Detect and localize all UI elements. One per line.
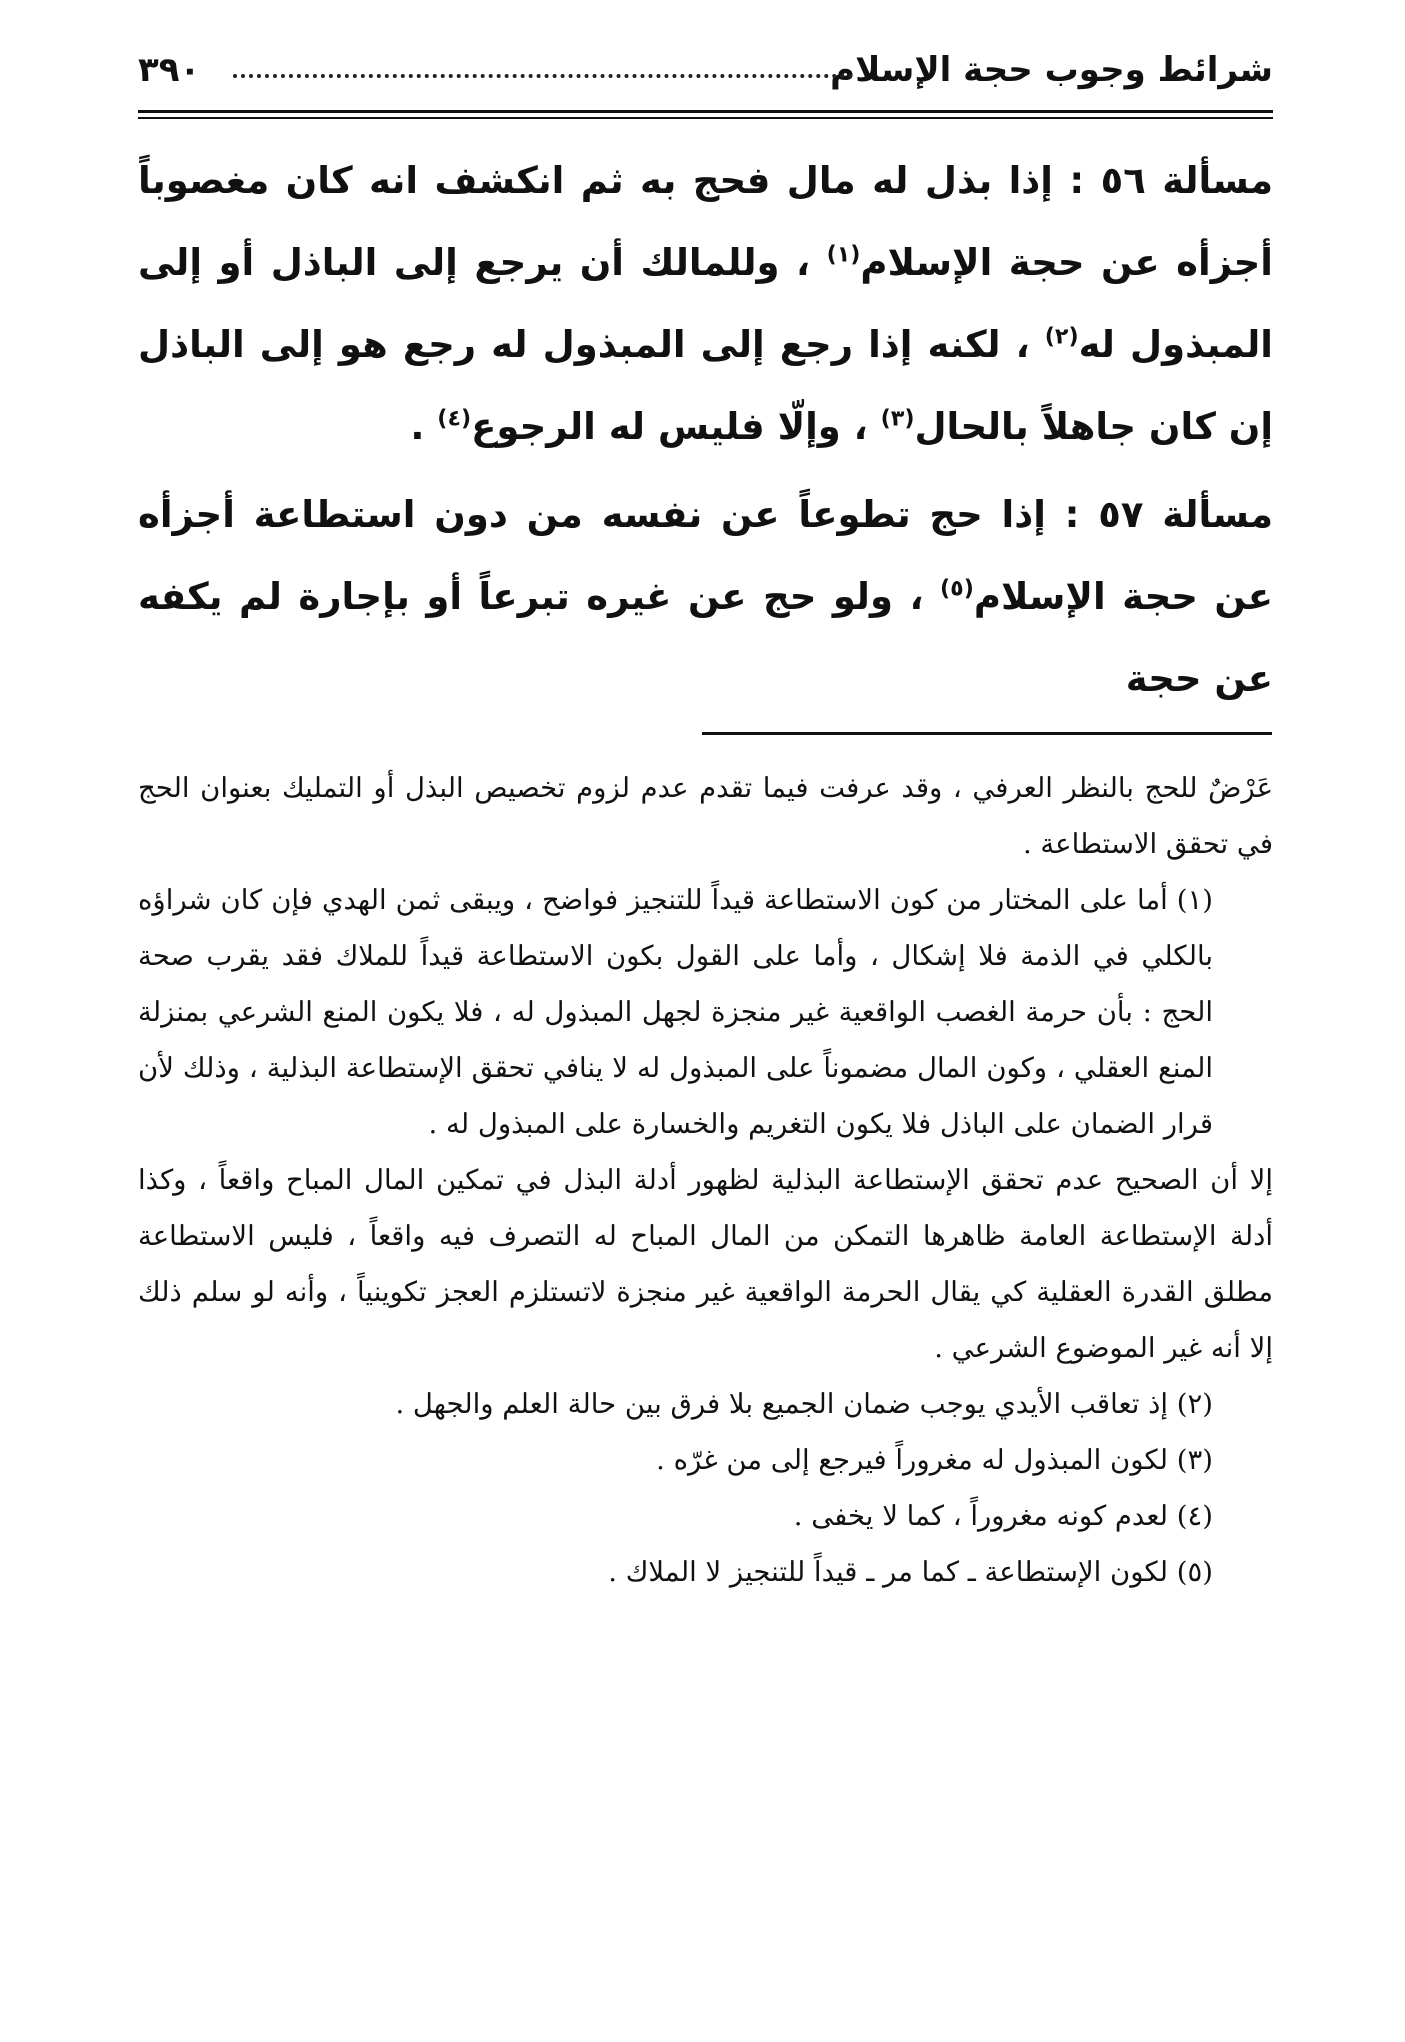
page-number: ٣٩٠: [138, 50, 201, 90]
footnote-ref-2: (٢): [1044, 323, 1079, 350]
footnote-3: (٣) لكون المبذول له مغروراً فيرجع إلى من غرّه .: [656, 1444, 1213, 1476]
footnote-1-continuation: إلا أن الصحيح عدم تحقق الإستطاعة البذلية لظهور أدلة البذل في تمكين المال المباح واقعاً ، وكذا أدلة الإستطاعة العامة ظاهرها التمكن من المال المباح له التصرف فيه واقعاً ، فليس الاستطاعة مطلق القدرة العقلية كي يقال الحرمة الواقعية غير منجزة لاتستلزم العجز تكوينياً ، وأنه لو سلم ذلك إلا أنه غير الموضوع الشرعي .: [138, 1164, 1273, 1364]
masala-56-text-c: ، لكنه إذا رجع إلى المبذول له رجع هو إلى الباذل إن كان جاهلاً بالحال: [138, 323, 1273, 448]
footnote-5: (٥) لكون الإستطاعة ـ كما مر ـ قيداً للتنجيز لا الملاك .: [608, 1556, 1213, 1588]
footnote-continuation: عَرْضٌ للحج بالنظر العرفي ، وقد عرفت فيما تقدم عدم لزوم تخصيص البذل أو التمليك بعنوان الحج في تحقق الاستطاعة .: [138, 772, 1273, 860]
main-text: [138, 140, 1273, 726]
masala-56-text-a: مسألة ٥٦ : إذا بذل له مال فحج به ثم انكشف انه كان مغصوباً أجزأه عن حجة الإسلام: [138, 159, 1273, 284]
masala-56-text-d: ، وإلّا فليس له الرجوع: [471, 405, 881, 448]
footnote-ref-5: (٥): [940, 575, 974, 602]
footnote-ref-1: (١): [826, 241, 861, 268]
masala-56-text-e: .: [410, 405, 438, 448]
header-rule-thin: [138, 117, 1273, 119]
header-title: شرائط وجوب حجة الإسلام: [830, 50, 1273, 90]
footnote-separator: [702, 732, 1272, 735]
masala-57-text-a: مسألة ٥٧ : إذا حج تطوعاً عن نفسه من دون استطاعة أجزأه عن حجة الإسلام: [138, 493, 1274, 618]
footnote-ref-4: (٤): [437, 405, 472, 432]
footnote-2: (٢) إذ تعاقب الأيدي يوجب ضمان الجميع بلا فرق بين حالة العلم والجهل .: [395, 1388, 1213, 1420]
masala-56: [138, 140, 1273, 468]
masala-57: [138, 474, 1273, 720]
running-header: [138, 40, 1273, 100]
footnote-1: (١) أما على المختار من كون الاستطاعة قيداً للتنجيز فواضح ، ويبقى ثمن الهدي فإن كان شراؤه بالكلي في الذمة فلا إشكال ، وأما على القول بكون الاستطاعة قيداً للملاك فقد يقرب صحة الحج : بأن حرمة الغصب الواقعية غير منجزة لجهل المبذول له ، فلا يكون المنع الشرعي بمنزلة المنع العقلي ، وكون المال مضموناً على المبذول له لا ينافي تحقق الإستطاعة البذلية ، وذلك لأن قرار الضمان على الباذل فلا يكون التغريم والخسارة على المبذول له .: [138, 884, 1213, 1140]
masala-56-text-b: ، وللمالك أن يرجع إلى الباذل أو إلى المبذول له: [138, 241, 1273, 366]
footnotes: [138, 760, 1273, 1600]
footnote-ref-3: (٣): [880, 405, 915, 432]
footnote-4: (٤) لعدم كونه مغروراً ، كما لا يخفى .: [793, 1500, 1213, 1532]
masala-57-text-b: ، ولو حج عن غيره تبرعاً أو بإجارة لم يكفه عن حجة: [138, 575, 1273, 700]
header-leader-dots: [233, 74, 853, 78]
header-rule: [138, 110, 1273, 113]
